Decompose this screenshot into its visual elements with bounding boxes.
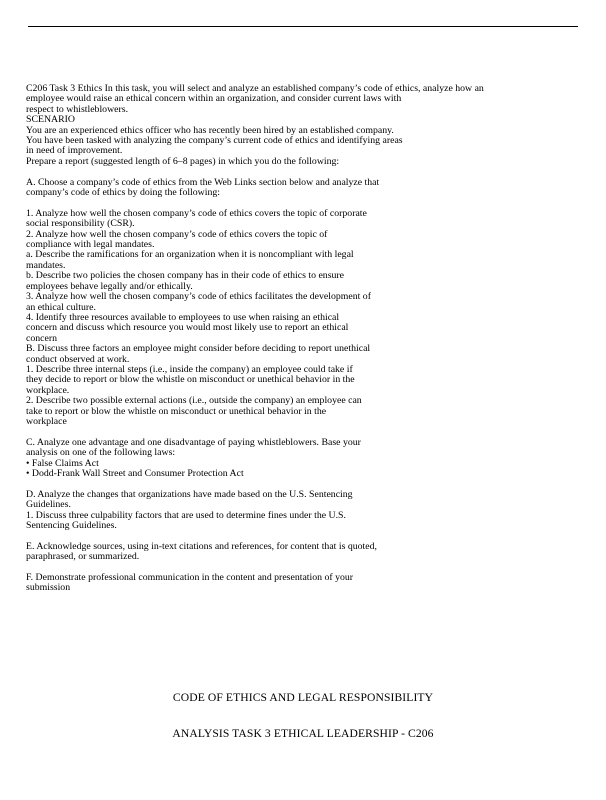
body-line: workplace	[26, 415, 67, 427]
body-line: conduct observed at work.	[26, 353, 130, 365]
body-line: Guidelines.	[26, 499, 71, 511]
body-line: employee would raise an ethical concern within an organization, and consider current laws with	[26, 93, 402, 105]
body-line: in need of improvement.	[26, 145, 123, 157]
body-line: workplace.	[26, 384, 70, 396]
body-line: company’s code of ethics by doing the following:	[26, 187, 220, 199]
body-line: D. Analyze the changes that organizations have made based on the U.S. Sentencing	[26, 488, 353, 500]
body-line: analysis on one of the following laws:	[26, 447, 176, 459]
body-line: 1. Describe three internal steps (i.e., inside the company) an employee could take if	[26, 363, 353, 375]
body-line: a. Describe the ramifications for an organization when it is noncompliant with legal	[26, 249, 354, 261]
body-line: paraphrased, or summarized.	[26, 551, 140, 563]
body-line: C. Analyze one advantage and one disadvantage of paying whistleblowers. Base your	[26, 436, 361, 448]
body-line: concern and discuss which resource you would most likely use to report an ethical	[26, 322, 349, 334]
body-line: compliance with legal mandates.	[26, 239, 155, 251]
body-line: A. Choose a company’s code of ethics from the Web Links section below and analyze that	[26, 176, 380, 188]
body-line: • False Claims Act	[26, 457, 99, 469]
body-line: take to report or blow the whistle on misconduct or unethical behavior in the	[26, 405, 327, 417]
body-line: employees behave legally and/or ethically.	[26, 280, 193, 292]
document-title-line-2: ANALYSIS TASK 3 ETHICAL LEADERSHIP - C206	[172, 727, 434, 740]
body-line: SCENARIO	[26, 114, 75, 126]
body-line: respect to whistleblowers.	[26, 103, 129, 115]
document-title-line-1: CODE OF ETHICS AND LEGAL RESPONSIBILITY	[172, 691, 434, 704]
body-line: b. Describe two policies the chosen company has in their code of ethics to ensure	[26, 270, 345, 282]
body-line: You are an experienced ethics officer who has recently been hired by an established company.	[26, 124, 394, 136]
body-line: F. Demonstrate professional communication in the content and presentation of your	[26, 572, 354, 583]
body-line: concern	[26, 332, 58, 344]
body-line: 1. Analyze how well the chosen company’s code of ethics covers the topic of corporate	[26, 207, 367, 219]
body-line: B. Discuss three factors an employee might consider before deciding to report unethical	[26, 343, 371, 355]
body-line: an ethical culture.	[26, 301, 96, 313]
body-line: Sentencing Guidelines.	[26, 520, 117, 531]
body-line: submission	[26, 582, 71, 594]
body-line: E. Acknowledge sources, using in-text citations and references, for content that is quoted,	[26, 540, 377, 552]
body-line: social responsibility (CSR).	[26, 218, 135, 230]
body-line: mandates.	[26, 259, 66, 271]
body-line: 3. Analyze how well the chosen company’s code of ethics facilitates the development of	[26, 291, 371, 303]
header-rule	[28, 26, 578, 27]
body-line: 2. Describe two possible external actions (i.e., outside the company) an employee can	[26, 395, 362, 407]
body-line: 1. Discuss three culpability factors that are used to determine fines under the U.S.	[26, 509, 346, 521]
body-line: C206 Task 3 Ethics In this task, you will select and analyze an established company’s code of ethics, analyze how an	[26, 83, 484, 94]
body-line: they decide to report or blow the whistle on misconduct or unethical behavior in the	[26, 374, 355, 386]
body-line: Prepare a report (suggested length of 6–8 pages) in which you do the following:	[26, 155, 340, 167]
body-line: 4. Identify three resources available to employees to use when raising an ethical	[26, 311, 340, 323]
body-line: • Dodd-Frank Wall Street and Consumer Protection Act	[26, 467, 244, 479]
body-line: 2. Analyze how well the chosen company’s code of ethics covers the topic of	[26, 228, 328, 240]
document-body	[26, 84, 496, 594]
body-line: You have been tasked with analyzing the company’s current code of ethics and identifying areas	[26, 135, 403, 147]
